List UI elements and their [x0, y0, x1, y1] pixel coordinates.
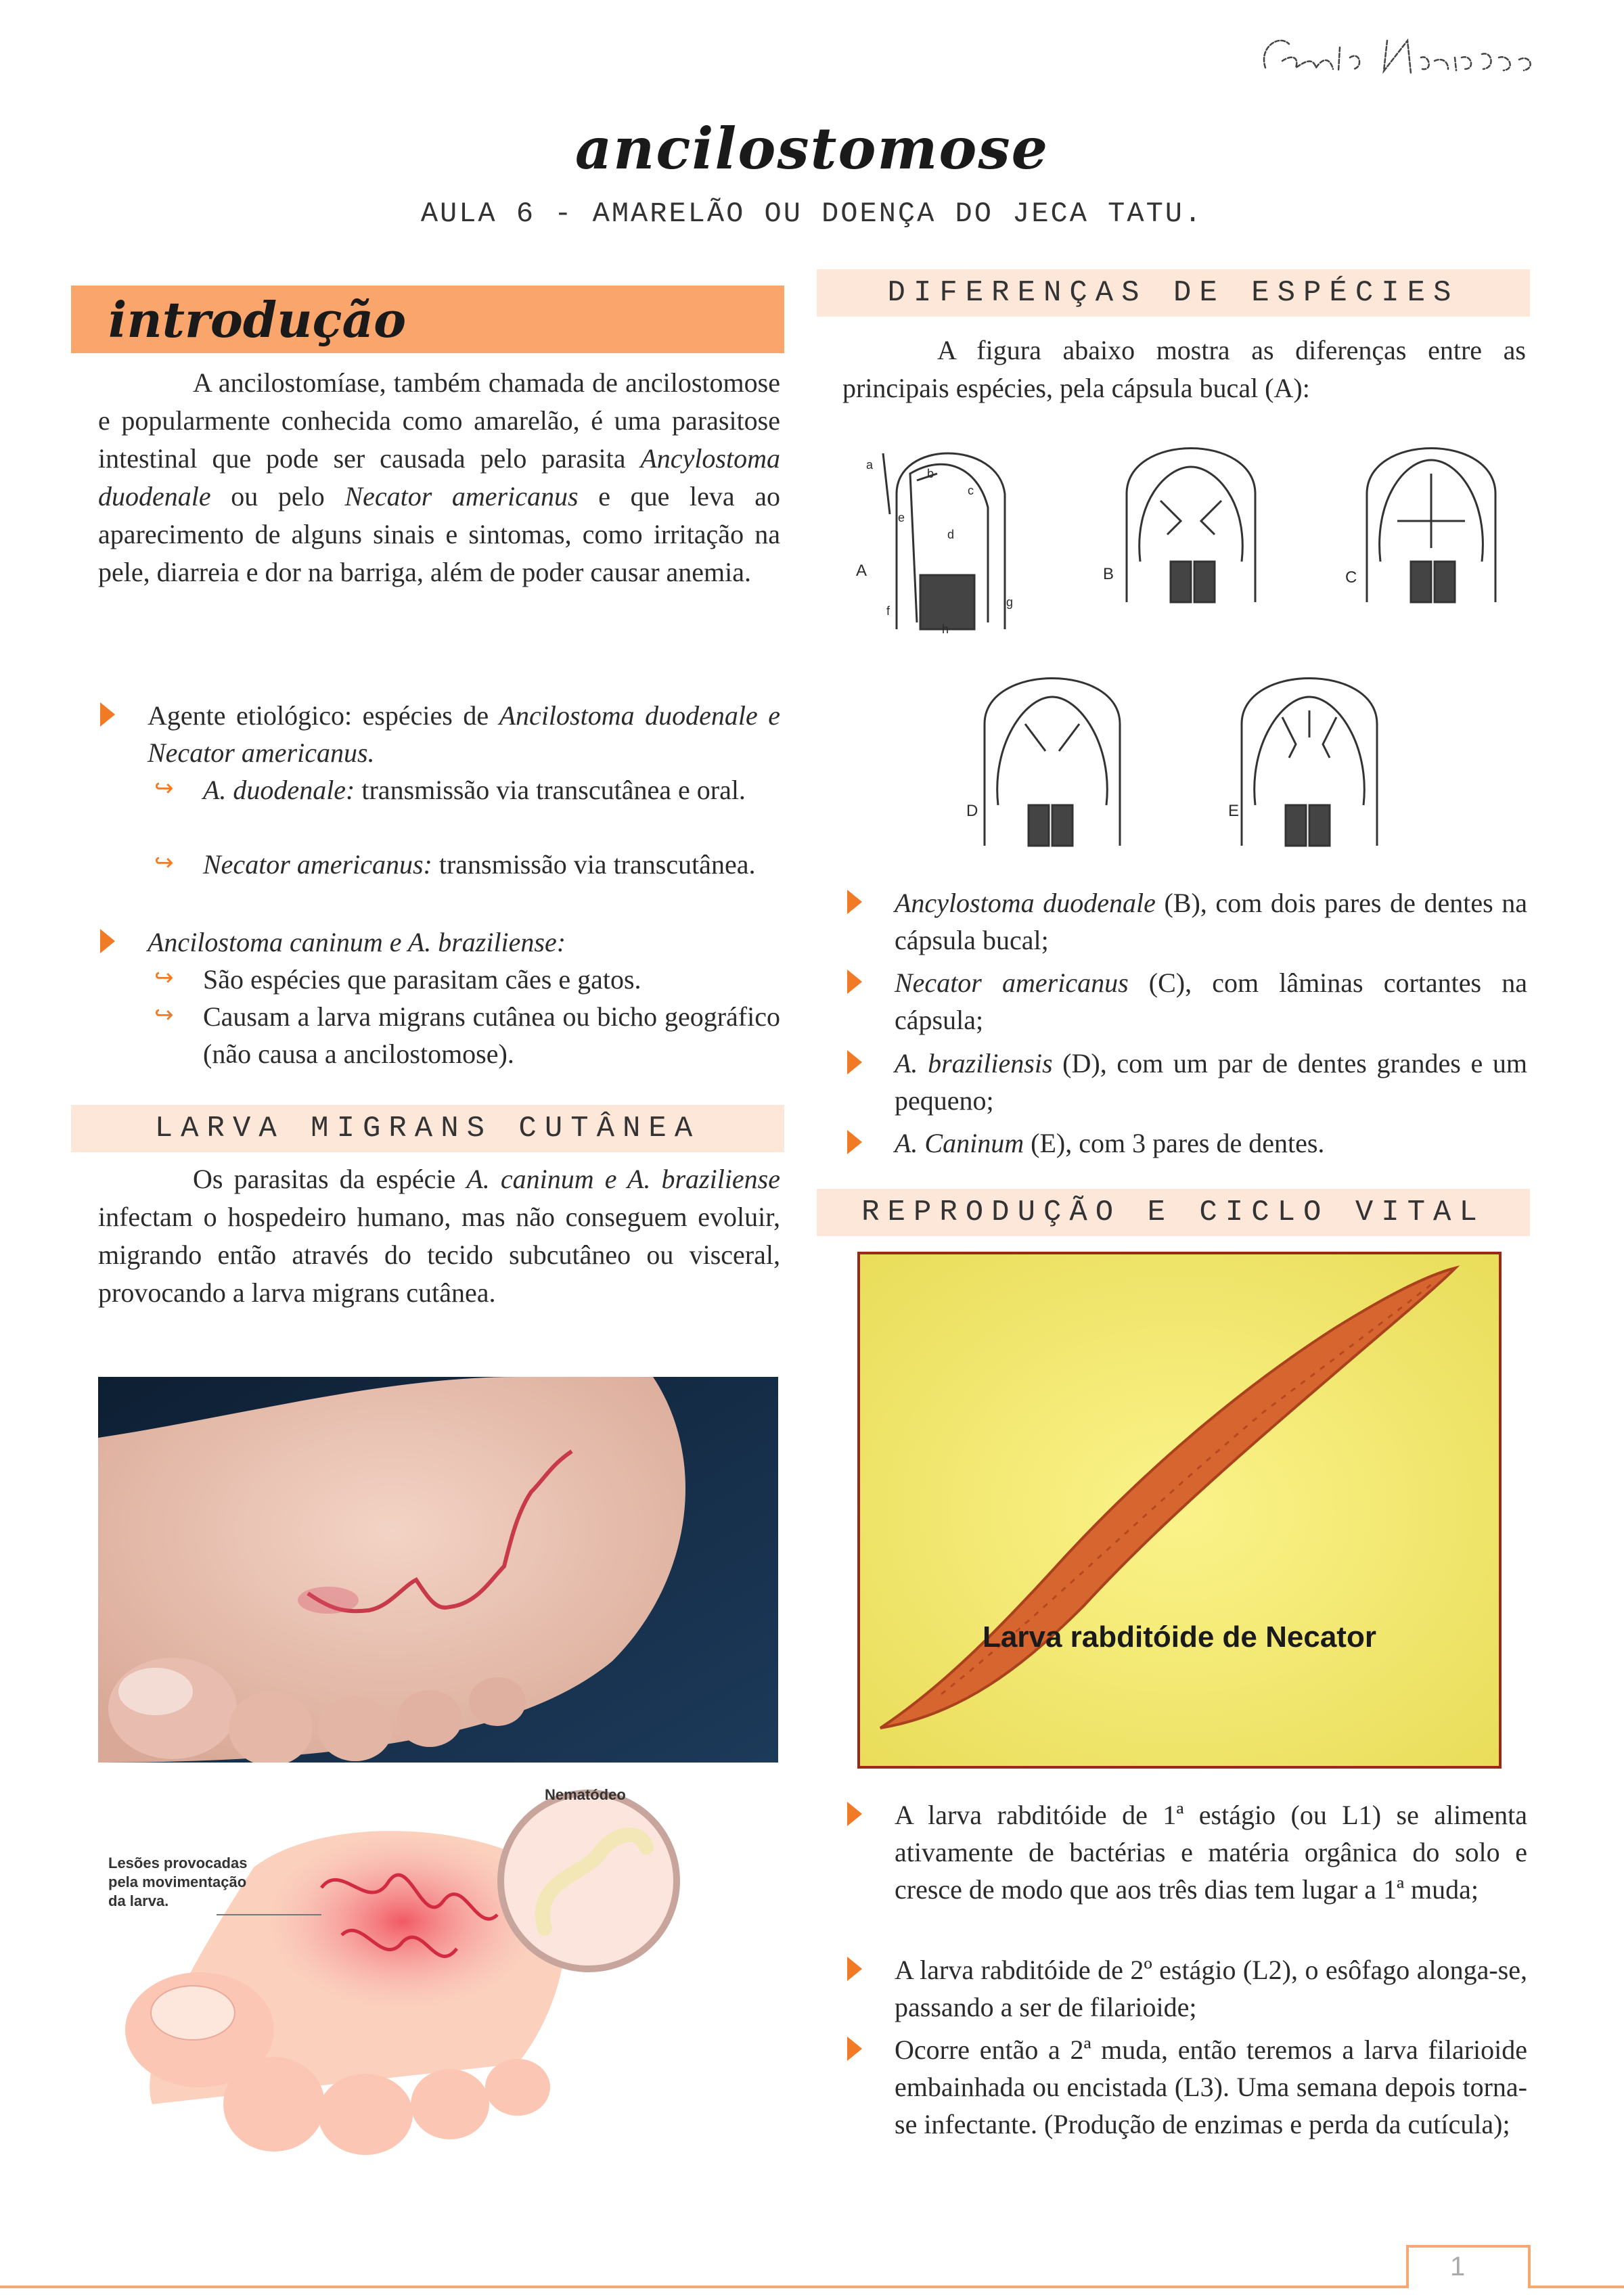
fig-part-g: g: [1006, 595, 1014, 609]
page-title: ancilostomose: [574, 115, 1050, 182]
sub-arrow-icon: ↪: [154, 964, 174, 991]
fig-part-d: d: [947, 528, 955, 541]
fig-part-a: a: [866, 458, 874, 472]
fig-part-b: b: [927, 467, 934, 480]
intro-sub-necator: Necator americanus: transmissão via transcutânea.: [203, 849, 756, 880]
repro-heading: REPRODUÇÃO E CICLO VITAL: [817, 1189, 1530, 1236]
page-subtitle: AULA 6 - AMARELÃO OU DOENÇA DO JECA TATU.: [420, 198, 1204, 230]
bullet-arrow-icon: [847, 1802, 862, 1826]
intro-bullet-caninum: Ancilostoma caninum e A. braziliense:: [148, 927, 566, 957]
illustration-label-nematode: Nematódeo: [545, 1786, 626, 1803]
larva-photo: [857, 1252, 1502, 1769]
intro-sub-caes: São espécies que parasitam cães e gatos.: [203, 964, 641, 995]
bullet-arrow-icon: [847, 970, 862, 994]
intro-sub-larva: Causam a larva migrans cutânea ou bicho geográfico (não causa a ancilostomose).: [203, 1001, 780, 1069]
fig-label-c: C: [1345, 568, 1357, 587]
larva-migrans-illustration: [98, 1779, 778, 2158]
diff-bullet-caninum: A. Caninum (E), com 3 pares de dentes.: [895, 1128, 1325, 1158]
fig-part-h: h: [942, 622, 949, 636]
diff-bullet-necator: Necator americanus (C), com lâminas cortantes na cápsula;: [895, 968, 1527, 1035]
bullet-arrow-icon: [847, 1050, 862, 1074]
intro-bullet-agent: Agente etiológico: espécies de Ancilostoma duodenale e Necator americanus.: [148, 700, 780, 768]
signature: [1252, 20, 1590, 88]
sub-arrow-icon: ↪: [154, 849, 174, 876]
footer-line: [0, 2233, 1624, 2295]
fig-part-e: e: [898, 511, 905, 524]
fig-label-d: D: [966, 802, 978, 820]
intro-paragraph: [98, 364, 780, 591]
sub-arrow-icon: ↪: [154, 1001, 174, 1028]
intro-species-2: Necator americanus: [344, 481, 579, 512]
intro-heading: introdução: [108, 291, 407, 348]
intro-text-c: e que leva ao aparecimento de alguns sinais e sintomas, como irritação na pele, diarreia e dor na barriga, além de poder causar anemia.: [98, 481, 780, 587]
page-number: 1: [1450, 2252, 1466, 2281]
larva-photo-caption: Larva rabditóide de Necator: [983, 1620, 1376, 1654]
fig-part-c: c: [968, 484, 974, 497]
bullet-arrow-icon: [847, 890, 862, 914]
fig-label-e: E: [1228, 802, 1240, 820]
diff-bullet-duodenale: Ancylostoma duodenale (B), com dois pares de dentes na cápsula bucal;: [895, 888, 1527, 955]
bullet-arrow-icon: [847, 2037, 862, 2061]
bullet-arrow-icon: [100, 702, 115, 727]
foot-photo: [98, 1377, 778, 1763]
repro-bullet-l1: A larva rabditóide de 1ª estágio (ou L1) se alimenta ativamente de bactérias e matéria orgânica do solo e cresce de modo que aos três dias tem lugar a 1ª muda;: [895, 1800, 1527, 1905]
diff-bullet-braziliensis: A. braziliensis (D), com um par de dentes grandes e um pequeno;: [895, 1048, 1527, 1116]
fig-label-a: A: [856, 562, 867, 580]
intro-text-a: A ancilostomíase, também chamada de ancilostomose e popularmente conhecida como amarelão, é uma parasitose intestinal que pode ser causada pelo parasita: [98, 367, 780, 474]
sub-arrow-icon: ↪: [154, 775, 174, 802]
bullet-arrow-icon: [100, 929, 115, 953]
larva-heading: LARVA MIGRANS CUTÂNEA: [71, 1105, 784, 1152]
fig-part-f: f: [886, 604, 890, 618]
illustration-label-lesions: Lesões provocadas pela movimentação da larva.: [108, 1855, 248, 1909]
intro-sub-duodenale: A. duodenale: transmissão via transcutânea e oral.: [203, 775, 746, 805]
intro-species-1: Ancylostoma duodenale: [98, 443, 780, 512]
intro-text-b: ou pelo: [210, 481, 345, 512]
repro-bullet-l3: Ocorre então a 2ª muda, então teremos a larva filarioide embainhada ou encistada (L3). Uma semana depois torna-se infectante. (Produção de enzimas e perda da cutícula);: [895, 2035, 1527, 2139]
diff-intro: A figura abaixo mostra as diferenças entre as principais espécies, pela cápsula bucal (A):: [842, 335, 1526, 403]
larva-paragraph: Os parasitas da espécie A. caninum e A. braziliense infectam o hospedeiro humano, mas não conseguem evoluir, migrando então através do tecido subcutâneo ou visceral, provocando a larva migrans cutânea.: [98, 1164, 781, 1308]
diff-heading: DIFERENÇAS DE ESPÉCIES: [817, 269, 1530, 317]
fig-label-b: B: [1103, 565, 1114, 583]
bullet-arrow-icon: [847, 1130, 862, 1154]
buccal-capsule-figure: [842, 426, 1526, 853]
repro-bullet-l2: A larva rabditóide de 2º estágio (L2), o esôfago alonga-se, passando a ser de filarioide;: [895, 1955, 1527, 2022]
bullet-arrow-icon: [847, 1957, 862, 1981]
